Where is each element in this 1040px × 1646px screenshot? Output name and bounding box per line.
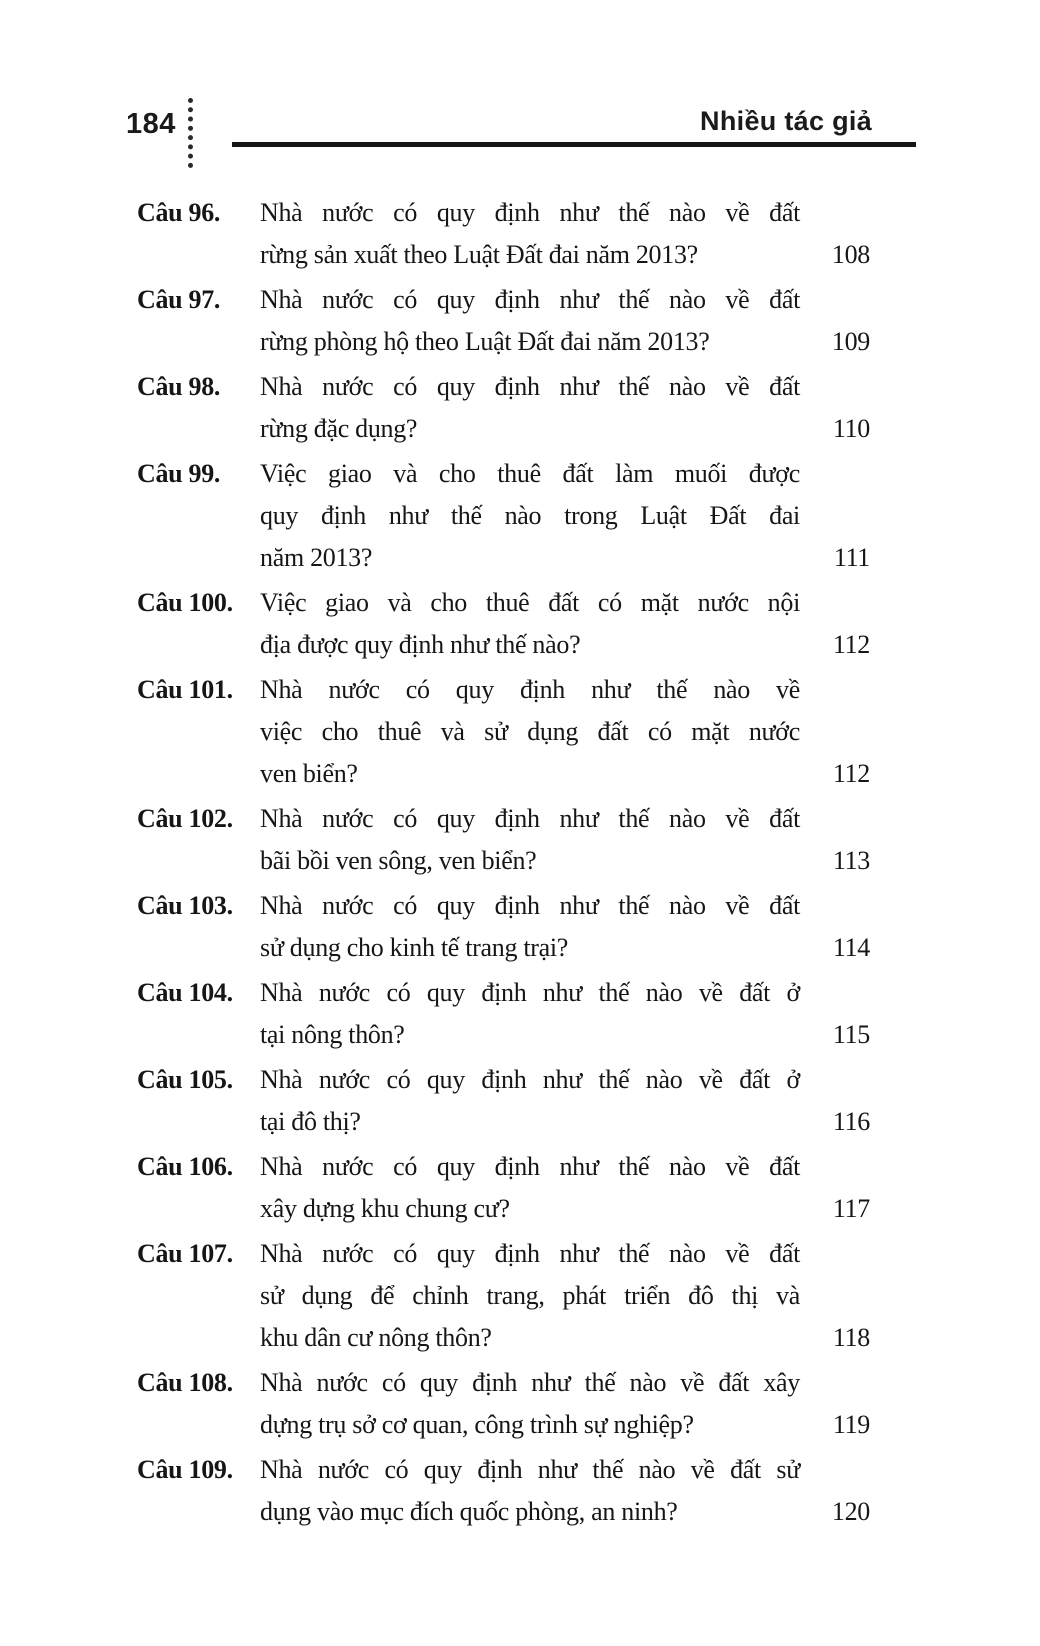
- toc-entry-line: việc cho thuê và sử dụng đất có mặt nước: [260, 717, 800, 746]
- toc-entry-label: Câu 97.: [137, 285, 221, 314]
- toc-entry: [137, 1449, 870, 1533]
- toc-entry-text: [260, 1362, 800, 1446]
- table-of-contents: [137, 192, 870, 1536]
- toc-entry-line: Nhà nước có quy định như thế nào về đất: [260, 804, 800, 833]
- toc-entry-text: [260, 1449, 800, 1533]
- toc-entry: [137, 366, 870, 450]
- toc-entry-line: tại đô thị?: [260, 1107, 361, 1136]
- toc-entry-page-number: 110: [832, 414, 870, 443]
- toc-entry-line: Nhà nước có quy định như thế nào về đất: [260, 891, 800, 920]
- toc-entry-line: quy định như thế nào trong Luật Đất đai: [260, 501, 800, 530]
- toc-entry-text: [260, 192, 800, 276]
- toc-entry-line: Nhà nước có quy định như thế nào về đất sử: [260, 1455, 800, 1484]
- toc-entry: [137, 279, 870, 363]
- header-rule: [232, 142, 916, 147]
- toc-entry: [137, 669, 870, 795]
- toc-entry-line: địa được quy định như thế nào?: [260, 630, 581, 659]
- toc-entry-page-number: 108: [831, 240, 870, 269]
- toc-entry-text: [260, 1146, 800, 1230]
- toc-entry-line: dựng trụ sở cơ quan, công trình sự nghiệp?: [260, 1410, 694, 1439]
- toc-entry-page-number: 115: [832, 1020, 870, 1049]
- toc-entry-line: rừng đặc dụng?: [260, 414, 418, 443]
- toc-entry-line: Nhà nước có quy định như thế nào về đất: [260, 1239, 800, 1268]
- toc-entry-line: rừng phòng hộ theo Luật Đất đai năm 2013?: [260, 327, 710, 356]
- toc-entry-label: Câu 109.: [137, 1455, 233, 1484]
- toc-entry-text: [260, 453, 800, 579]
- toc-entry: [137, 1233, 870, 1359]
- toc-entry: [137, 798, 870, 882]
- toc-entry-page-number: 119: [832, 1410, 870, 1439]
- toc-entry: [137, 192, 870, 276]
- toc-entry-line: Nhà nước có quy định như thế nào về đất: [260, 372, 800, 401]
- page-header: [232, 106, 916, 147]
- running-head: Nhiều tác giả: [700, 106, 872, 136]
- toc-entry-page-number: 112: [832, 630, 870, 659]
- toc-entry-text: [260, 366, 800, 450]
- toc-entry-line: Nhà nước có quy định như thế nào về đất ở: [260, 1065, 800, 1094]
- toc-entry-text: [260, 798, 800, 882]
- toc-entry: [137, 1146, 870, 1230]
- toc-entry-label: Câu 98.: [137, 372, 221, 401]
- toc-entry-label: Câu 107.: [137, 1239, 233, 1268]
- toc-entry-page-number: 118: [832, 1323, 870, 1352]
- toc-entry: [137, 453, 870, 579]
- toc-entry-label: Câu 101.: [137, 675, 233, 704]
- toc-entry-page-number: 109: [831, 327, 870, 356]
- toc-entry-label: Câu 104.: [137, 978, 233, 1007]
- toc-entry-page-number: 112: [832, 759, 870, 788]
- toc-entry-label: Câu 99.: [137, 459, 221, 488]
- toc-entry-line: dụng vào mục đích quốc phòng, an ninh?: [260, 1497, 678, 1526]
- toc-entry-line: Nhà nước có quy định như thế nào về đất: [260, 1152, 800, 1181]
- toc-entry-page-number: 113: [832, 846, 870, 875]
- page-number: 184: [126, 108, 176, 140]
- toc-entry-page-number: 120: [831, 1497, 870, 1526]
- toc-entry-text: [260, 972, 800, 1056]
- toc-entry-text: [260, 1233, 800, 1359]
- toc-entry-label: Câu 102.: [137, 804, 233, 833]
- toc-entry-label: Câu 96.: [137, 198, 221, 227]
- toc-entry: [137, 1059, 870, 1143]
- toc-entry-page-number: 111: [833, 543, 870, 572]
- toc-entry-line: sử dụng cho kinh tế trang trại?: [260, 933, 569, 962]
- toc-entry-line: rừng sản xuất theo Luật Đất đai năm 2013?: [260, 240, 698, 269]
- toc-entry-label: Câu 100.: [137, 588, 233, 617]
- toc-entry-line: sử dụng để chỉnh trang, phát triển đô thị và: [260, 1281, 800, 1310]
- toc-entry-line: Nhà nước có quy định như thế nào về đất ở: [260, 978, 800, 1007]
- toc-entry-line: Nhà nước có quy định như thế nào về đất: [260, 285, 800, 314]
- toc-entry-label: Câu 106.: [137, 1152, 233, 1181]
- toc-entry-line: xây dựng khu chung cư?: [260, 1194, 510, 1223]
- toc-entry-text: [260, 279, 800, 363]
- toc-entry-text: [260, 885, 800, 969]
- toc-entry-line: Nhà nước có quy định như thế nào về: [260, 675, 800, 704]
- toc-entry-page-number: 117: [832, 1194, 870, 1223]
- toc-entry-label: Câu 103.: [137, 891, 233, 920]
- toc-entry-line: Nhà nước có quy định như thế nào về đất xây: [260, 1368, 800, 1397]
- toc-entry: [137, 972, 870, 1056]
- toc-entry-line: Việc giao và cho thuê đất làm muối được: [260, 459, 800, 488]
- toc-entry-label: Câu 105.: [137, 1065, 233, 1094]
- decorative-dotted-rule: [188, 98, 193, 168]
- toc-entry-line: Việc giao và cho thuê đất có mặt nước nội: [260, 588, 800, 617]
- toc-entry-line: Nhà nước có quy định như thế nào về đất: [260, 198, 800, 227]
- toc-entry-page-number: 114: [832, 933, 870, 962]
- toc-entry-label: Câu 108.: [137, 1368, 233, 1397]
- toc-entry-line: bãi bồi ven sông, ven biển?: [260, 846, 537, 875]
- toc-entry-text: [260, 669, 800, 795]
- toc-entry-line: tại nông thôn?: [260, 1020, 405, 1049]
- toc-entry-page-number: 116: [832, 1107, 870, 1136]
- toc-entry-line: khu dân cư nông thôn?: [260, 1323, 492, 1352]
- toc-entry-text: [260, 1059, 800, 1143]
- toc-entry: [137, 1362, 870, 1446]
- toc-entry: [137, 885, 870, 969]
- toc-entry-line: năm 2013?: [260, 543, 373, 572]
- toc-entry: [137, 582, 870, 666]
- toc-entry-line: ven biển?: [260, 759, 358, 788]
- toc-entry-text: [260, 582, 800, 666]
